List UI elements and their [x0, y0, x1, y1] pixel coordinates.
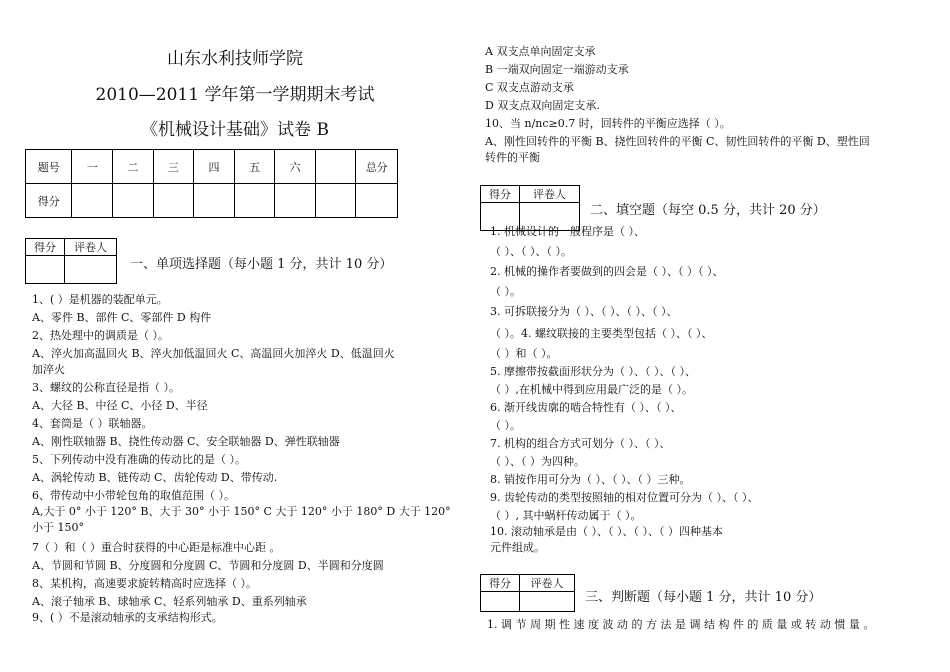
- question-line: 加淬火: [32, 363, 65, 376]
- score-header-cell: 五: [234, 150, 275, 184]
- grader-box-1: [25, 238, 117, 284]
- question-line: B 一端双向固定一端游动支承: [485, 63, 629, 76]
- score-value-cell: [153, 184, 194, 218]
- question-line: （ ）。: [490, 419, 521, 432]
- question-line: A、节圆和节圆 B、分度圆和分度圆 C、节圆和分度圆 D、半圆和分度圆: [32, 559, 384, 572]
- score-value-cell: [315, 184, 355, 218]
- question-line: 1. 调 节 周 期 性 速 度 波 动 的 方 法 是 调 结 构 件 的 质 量 或 转 动 惯 量 。: [487, 618, 875, 631]
- section1-title: 一、单项选择题（每小题 1 分，共计 10 分）: [130, 257, 393, 272]
- section3-title: 三、判断题（每小题 1 分，共计 10 分）: [585, 590, 822, 605]
- question-line: A、滚子轴承 B、球轴承 C、轻系列轴承 D、重系列轴承: [32, 595, 307, 608]
- question-line: C 双支点游动支承: [485, 81, 574, 94]
- question-line: 7（ ）和（ ）重合时获得的中心距是标准中心距 。: [32, 541, 281, 554]
- question-line: （ ）。: [490, 285, 521, 298]
- score-header-cell: 题号: [26, 150, 72, 184]
- question-line: （ ）。4. 螺纹联接的主要类型包括（ ）、（ ）、: [490, 327, 713, 340]
- score-value-cell: [72, 184, 113, 218]
- score-value-cell: [113, 184, 154, 218]
- grader-score-label: 得分: [26, 239, 65, 256]
- question-line: 2、热处理中的调质是（ ）。: [32, 329, 169, 342]
- score-header-cell: 总分: [356, 150, 398, 184]
- question-line: A、大径 B、中径 C、小径 D、半径: [32, 399, 208, 412]
- question-line: 1、( ）是机器的装配单元。: [32, 293, 168, 306]
- question-line: （ ）,在机械中得到应用最广泛的是（ ）。: [490, 383, 693, 396]
- question-line: 9、( ）不是滚动轴承的支承结构形式。: [32, 611, 223, 624]
- score-header-cell: 四: [194, 150, 235, 184]
- score-header-cell: 六: [275, 150, 316, 184]
- question-line: A、零件 B、部件 C、零部件 D 构件: [32, 311, 212, 324]
- grader-score-label: 得分: [481, 186, 520, 203]
- score-header-cell: 二: [113, 150, 154, 184]
- question-line: 8、某机构，高速要求旋转精高时应选择（ ）。: [32, 577, 257, 590]
- question-line: 转件的平衡: [485, 151, 540, 164]
- score-header-cell: 三: [153, 150, 194, 184]
- grader-score-label: 得分: [481, 575, 520, 592]
- score-value-cell: [356, 184, 398, 218]
- question-line: 10. 滚动轴承是由（ ）、（ ）、（ ）、（ ）四种基本: [490, 525, 723, 538]
- grader-name-label: 评卷人: [520, 575, 575, 592]
- question-line: 5、下列传动中没有准确的传动比的是（ ）。: [32, 453, 246, 466]
- section2-title: 二、填空题（每空 0.5 分，共计 20 分）: [590, 203, 826, 218]
- score-table: [25, 149, 398, 218]
- grader-score-cell: [481, 592, 520, 612]
- grader-score-cell: [26, 256, 65, 284]
- grader-name-cell: [520, 592, 575, 612]
- question-line: 6. 渐开线齿廓的啮合特性有（ ）、（ ）、: [490, 401, 682, 414]
- question-line: A、刚性回转件的平衡 B、挠性回转件的平衡 C、韧性回转件的平衡 D、塑性回: [485, 135, 870, 148]
- question-line: A、刚性联轴器 B、挠性传动器 C、安全联轴器 D、弹性联轴器: [32, 435, 340, 448]
- grader-name-label: 评卷人: [65, 239, 117, 256]
- paper-title: 《机械设计基础》试卷 B: [141, 120, 329, 140]
- question-line: 9. 齿轮传动的类型按照轴的相对位置可分为（ ）、（ ）、: [490, 491, 759, 504]
- question-line: 7. 机构的组合方式可划分（ ）、（ ）、: [490, 437, 671, 450]
- score-value-cell: [234, 184, 275, 218]
- score-value-cell: 得分: [26, 184, 72, 218]
- question-line: A、淬火加高温回火 B、淬火加低温回火 C、高温回火加淬火 D、低温回火: [32, 347, 395, 360]
- score-value-cell: [194, 184, 235, 218]
- question-line: 1. 机械设计的一般程序是（ ）、: [490, 225, 645, 238]
- question-line: （ ）, 其中蜗杆传动属于（ ）。: [490, 509, 642, 522]
- score-value-cell: [275, 184, 316, 218]
- exam-title: 2010—2011 学年第一学期期末考试: [95, 85, 375, 105]
- question-line: 2. 机械的操作者要做到的四会是（ ）、（ ）（ ）、: [490, 265, 724, 278]
- question-line: 5. 摩擦带按截面形状分为（ ）、（ ）、（ ）、: [490, 365, 696, 378]
- question-line: 8. 销按作用可分为（ ）、（ ）、（ ）三种。: [490, 473, 691, 486]
- grader-box-3: [480, 574, 575, 612]
- question-line: A、涡轮传动 B、链传动 C、齿轮传动 D、带传动.: [32, 471, 278, 484]
- question-line: 3. 可拆联接分为（ ）、（ ）、（ ）、（ ）、: [490, 305, 678, 318]
- school-name: 山东水利技师学院: [167, 49, 303, 69]
- score-header-cell: [315, 150, 355, 184]
- question-line: D 双支点双向固定支承.: [485, 99, 600, 112]
- question-line: （ ）、（ ）、（ ）。: [490, 245, 572, 258]
- question-line: 3、螺纹的公称直径是指（ ）。: [32, 381, 180, 394]
- score-header-cell: 一: [72, 150, 113, 184]
- question-line: （ ）和（ ）。: [490, 347, 558, 360]
- question-line: 元件组成。: [490, 541, 545, 554]
- question-line: 10、当 n/nc≥0.7 时，回转件的平衡应选择（ ）。: [485, 117, 731, 130]
- question-line: A 双支点单向固定支承: [485, 45, 596, 58]
- question-line: （ ）、（ ）为四种。: [490, 455, 585, 468]
- question-line: 4、套筒是（ ）联轴器。: [32, 417, 153, 430]
- question-line: A,大于 0° 小于 120° B、大于 30° 小于 150° C 大于 120° 小于 180° D 大于 120°: [32, 505, 451, 518]
- grader-name-cell: [65, 256, 117, 284]
- grader-name-label: 评卷人: [520, 186, 580, 203]
- question-line: 6、带传动中小带轮包角的取值范围（ ）。: [32, 489, 235, 502]
- question-line: 小于 150°: [32, 521, 84, 534]
